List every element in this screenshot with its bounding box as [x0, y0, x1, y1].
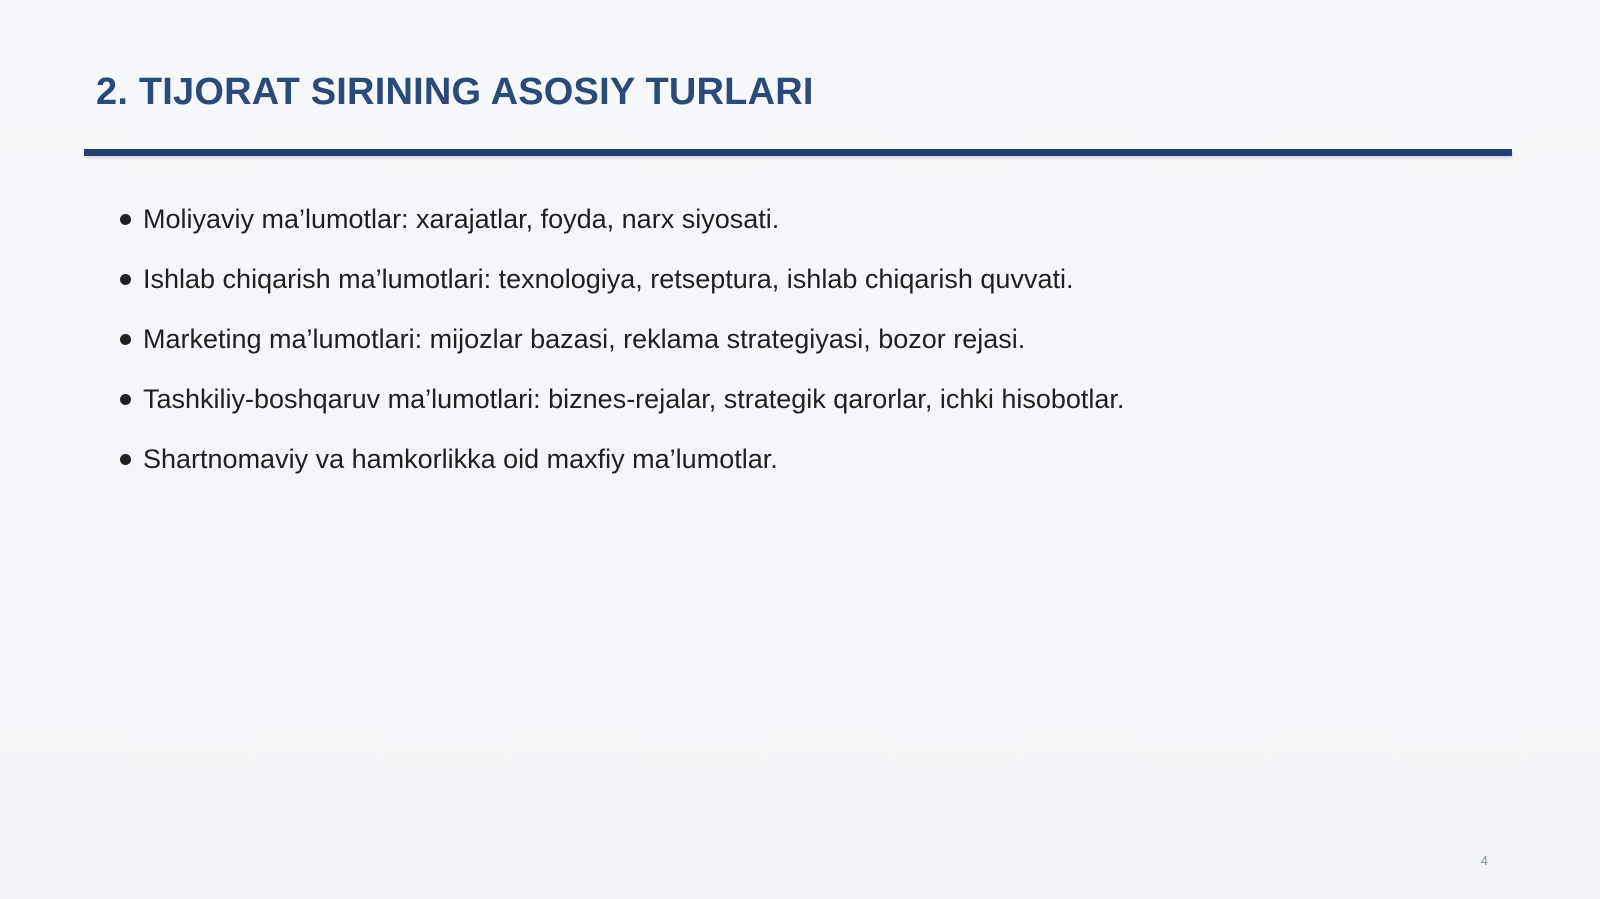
bullet-item	[120, 189, 1124, 249]
bullet-text: Moliyaviy ma’lumotlar: xarajatlar, foyda, narx siyosati.	[143, 203, 780, 234]
page-number: 4	[1480, 853, 1488, 868]
bullet-text: Tashkiliy-boshqaruv ma’lumotlari: biznes-rejalar, strategik qarorlar, ichki hisobotlar.	[143, 383, 1125, 414]
bullet-dot-icon	[120, 454, 131, 465]
bullet-text: Shartnomaviy va hamkorlikka oid maxfiy ma’lumotlar.	[143, 443, 778, 474]
title-underline	[84, 149, 1512, 156]
slide-title: 2. TIJORAT SIRINING ASOSIY TURLARI	[96, 71, 814, 113]
bullet-item	[120, 369, 1124, 429]
bullet-dot-icon	[120, 214, 131, 225]
bullet-dot-icon	[120, 274, 131, 285]
bullet-item	[120, 309, 1124, 369]
bullet-dot-icon	[120, 334, 131, 345]
bullet-text: Marketing ma’lumotlari: mijozlar bazasi, reklama strategiyasi, bozor rejasi.	[143, 323, 1026, 354]
bullet-item	[120, 249, 1124, 309]
bullet-dot-icon	[120, 394, 131, 405]
bullet-list	[120, 189, 1124, 489]
bullet-text: Ishlab chiqarish ma’lumotlari: texnologiya, retseptura, ishlab chiqarish quvvati.	[143, 263, 1074, 294]
bullet-item	[120, 429, 1124, 489]
